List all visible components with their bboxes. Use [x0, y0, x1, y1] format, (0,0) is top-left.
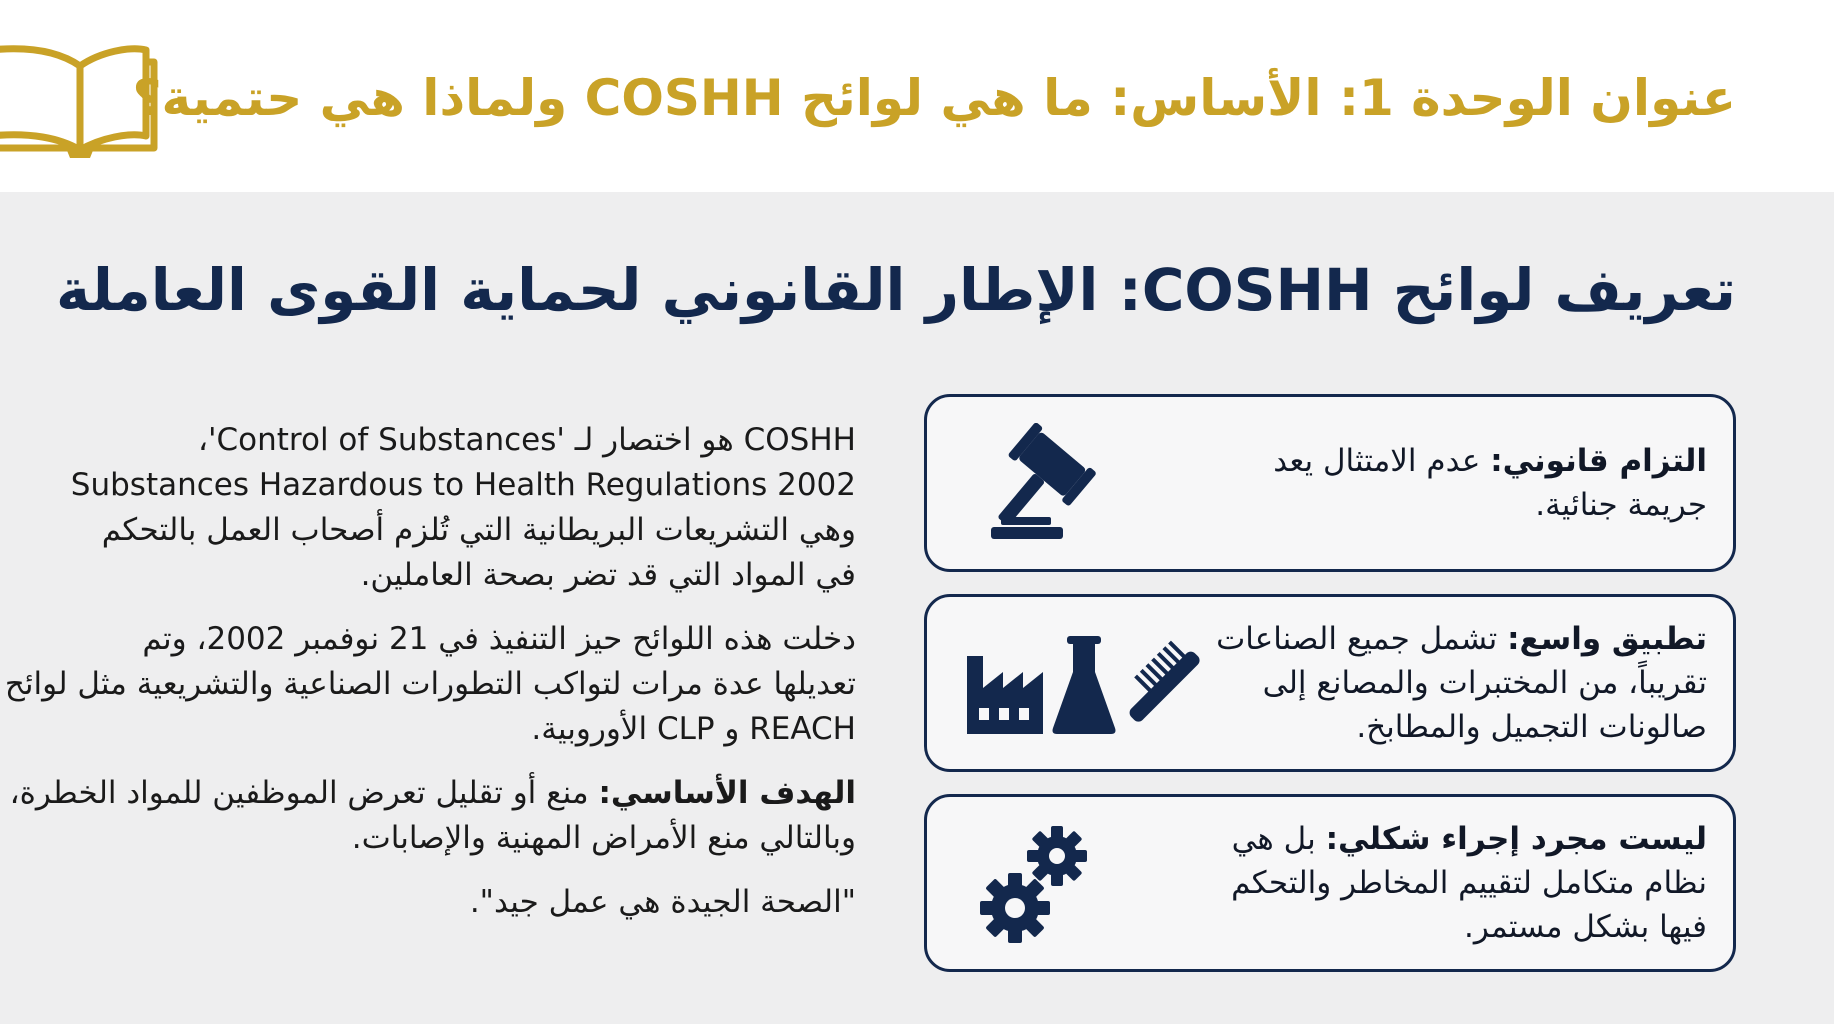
gears-icon	[977, 818, 1097, 948]
not-formality-card	[924, 794, 1736, 972]
goal-paragraph	[0, 771, 856, 861]
definition-line-1: COSHH هو اختصار لـ 'Control of Substances'،	[197, 422, 856, 458]
definition-paragraph	[0, 418, 856, 598]
not-formality-text	[1187, 817, 1707, 949]
legal-obligation-text	[1187, 439, 1707, 527]
legal-obligation-label: التزام قانوني:	[1490, 443, 1707, 479]
description-column	[0, 418, 856, 944]
cards-column	[924, 394, 1736, 994]
goal-label: الهدف الأساسي:	[598, 775, 856, 811]
history-line-1: دخلت هذه اللوائح حيز التنفيذ في 21 نوفمبر 2002، وتم	[142, 621, 856, 657]
wide-application-text	[1187, 617, 1707, 749]
page-title: تعريف لوائح COSHH: الإطار القانوني لحماية القوى العاملة	[55, 256, 1736, 324]
history-line-3: REACH و CLP الأوروبية.	[531, 711, 856, 747]
goal-text: منع أو تقليل تعرض الموظفين للمواد الخطرة، وبالتالي منع الأمراض المهنية والإصابات.	[9, 775, 856, 856]
header	[0, 0, 1834, 192]
unit-title: عنوان الوحدة 1: الأساس: ما هي لوائح COSHH ولماذا هي حتمية؟	[132, 69, 1736, 127]
industry-icons	[961, 628, 1211, 738]
definition-line-4: في المواد التي قد تضر بصحة العاملين.	[360, 557, 856, 593]
definition-line-3: وهي التشريعات البريطانية التي تُلزم أصحاب العمل بالتحكم	[101, 512, 856, 548]
not-formality-label: ليست مجرد إجراء شكلي:	[1325, 821, 1707, 857]
history-line-2: تعديلها عدة مرات لتواكب التطورات الصناعية والتشريعية مثل لوائح	[4, 666, 856, 702]
gavel-icon	[979, 423, 1099, 543]
legal-obligation-description: عدم الامتثال يعد جريمة جنائية.	[1273, 443, 1707, 523]
not-formality-description: بل هي نظام متكامل لتقييم المخاطر والتحكم فيها بشكل مستمر.	[1231, 821, 1707, 945]
wide-application-card	[924, 594, 1736, 772]
factory-icon	[967, 656, 1043, 734]
wide-application-label: تطبيق واسع:	[1507, 621, 1707, 657]
definition-line-2: Substances Hazardous to Health Regulations 2002	[70, 467, 856, 503]
legal-obligation-card	[924, 394, 1736, 572]
quote: "الصحة الجيدة هي عمل جيد".	[469, 884, 856, 920]
wide-application-description: تشمل جميع الصناعات تقريباً، من المختبرات والمصانع إلى صالونات التجميل والمطابخ.	[1216, 621, 1707, 745]
history-paragraph	[0, 617, 856, 752]
flask-icon	[1053, 636, 1116, 734]
